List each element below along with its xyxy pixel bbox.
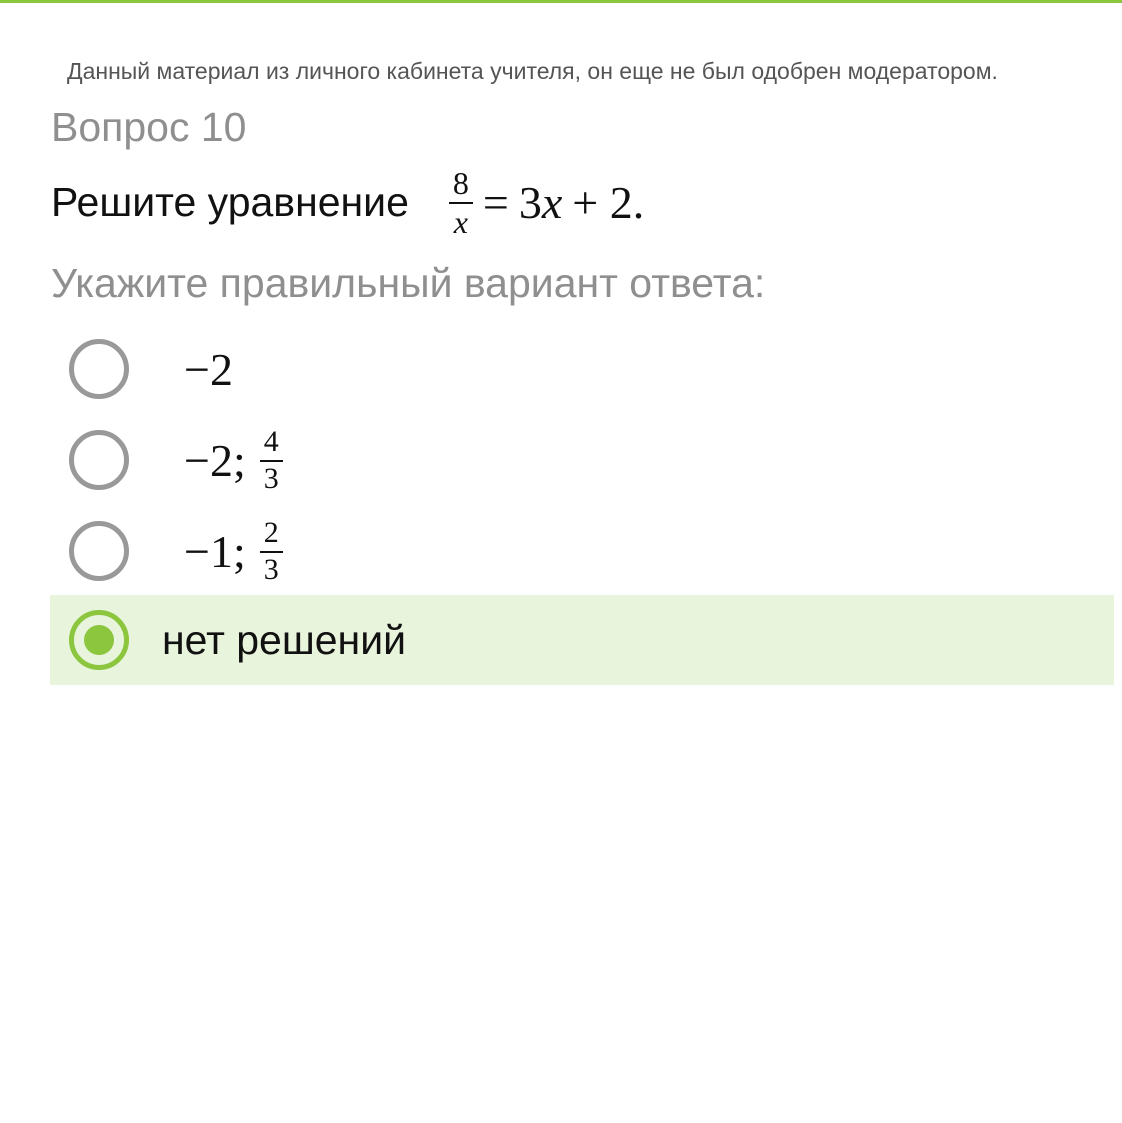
answer-option-2-value: −2; xyxy=(184,434,246,486)
answer-option-1-label xyxy=(184,324,233,414)
equation-equals: = xyxy=(482,176,509,228)
answer-option-4-value: нет решений xyxy=(162,616,406,663)
question-text xyxy=(51,162,644,242)
answer-option-4[interactable] xyxy=(50,595,1114,685)
answer-option-2-label xyxy=(184,415,283,505)
answer-instruction: Укажите правильный вариант ответа: xyxy=(51,260,766,306)
radio-button-3[interactable] xyxy=(69,521,129,581)
radio-button-2[interactable] xyxy=(69,430,129,490)
equation-denominator: x xyxy=(453,203,468,240)
equation-rhs-rest: + 2. xyxy=(572,176,645,228)
answer-option-3-denominator: 3 xyxy=(263,552,279,586)
equation-rhs-coefficient: 3 xyxy=(518,176,542,228)
answer-option-3-label xyxy=(184,506,283,596)
answer-option-1-value: −2 xyxy=(184,343,233,395)
radio-button-4-checked[interactable] xyxy=(69,610,129,670)
answer-option-2[interactable] xyxy=(50,415,1114,505)
moderation-notice: Данный материал из личного кабинета учителя, он еще не был одобрен модератором. xyxy=(67,58,998,84)
answer-option-1[interactable] xyxy=(50,324,1114,414)
answer-option-3-value: −1; xyxy=(184,525,246,577)
question-number: Вопрос 10 xyxy=(51,104,247,150)
top-accent-line xyxy=(0,0,1122,3)
equation-numerator: 8 xyxy=(449,167,473,204)
equation xyxy=(449,164,645,240)
question-label: Решите уравнение xyxy=(51,178,409,225)
answer-option-3-numerator: 2 xyxy=(260,518,283,553)
answer-option-2-numerator: 4 xyxy=(260,427,283,462)
equation-rhs-variable: x xyxy=(541,176,563,228)
answer-option-3[interactable] xyxy=(50,506,1114,596)
equation-fraction xyxy=(449,164,473,240)
answer-option-2-fraction xyxy=(260,424,283,495)
radio-button-1[interactable] xyxy=(69,339,129,399)
answer-option-2-denominator: 3 xyxy=(263,461,279,495)
answer-option-3-fraction xyxy=(260,515,283,586)
